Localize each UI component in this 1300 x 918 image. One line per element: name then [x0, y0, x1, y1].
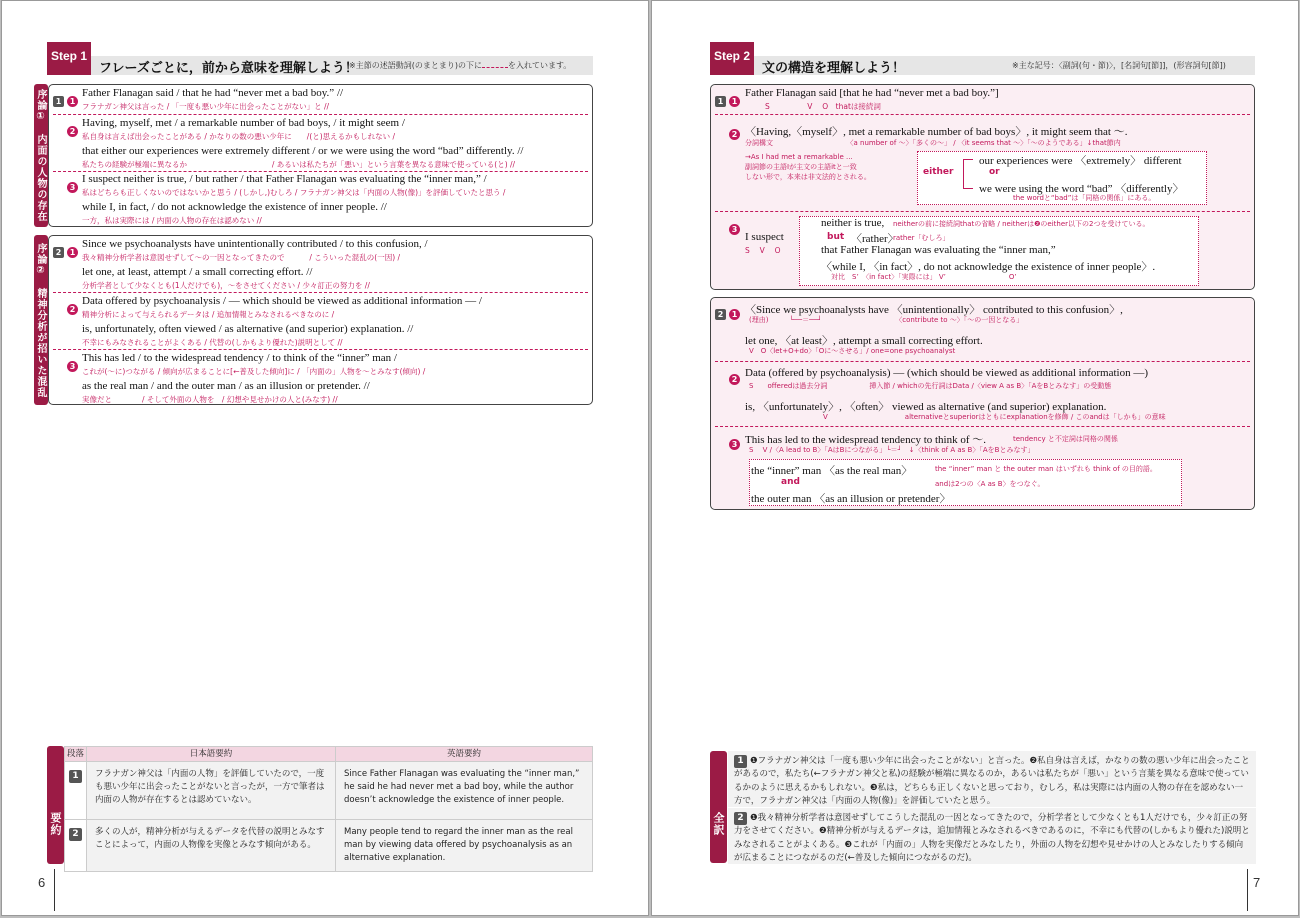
summary-side-label: 要約 [47, 746, 64, 864]
r-p2-s2b-en: is, 〈unfortunately〉, 〈often〉 viewed as alternative (and superior) explanation. [745, 401, 1107, 413]
sentence-number: 2 [67, 297, 78, 316]
p1-s3b-en: while I, in fact, / do not acknowledge the existence of inner people. // [82, 201, 387, 213]
right-page [651, 0, 1299, 916]
r-p1-s3-svo: S V O [745, 246, 781, 255]
paragraph2-side-label: 序論② 精神分析が招いた混乱 [34, 235, 48, 405]
sentence-number: 1 [729, 89, 740, 108]
summary-row-number: 2 [69, 828, 82, 841]
p1-s3b-jp: 一方，私は実際には / 内面の人物の存在は認めない // [82, 216, 262, 225]
paragraph2-box [48, 235, 593, 405]
either-clause-1: our experiences were 〈extremely〉 different [979, 155, 1182, 167]
r-p2-s3b-and-note: andは2つの〈A as B〉をつなぐ。 [935, 480, 1045, 488]
step1-note: ※主節の述語動詞(のまとまり)の下に を入れています。 [349, 61, 572, 70]
r-p1-s1-svo: S V O thatは接続詞 [765, 102, 881, 111]
step2-tab: Step 2 [710, 42, 754, 75]
summary-header-en: 英語要約 [336, 747, 593, 762]
r-p1-s3-rather: 〈rather〉 [851, 233, 899, 245]
sentence-number: 1 [67, 89, 78, 108]
either-label: either [923, 167, 954, 177]
p1-s2b-jp: 私たちの経験が極端に異なるか / あるいは私たちが「悪い」という言葉を異なる意味で使っている(と) // [82, 160, 516, 169]
sentence-number: 1 [729, 302, 740, 321]
r-p2-s3-jp: S V /〈A lead to B〉「AはBにつながる」└＝┘ ↓〈think of A as B〉「AをBとみなす」 [749, 446, 1035, 454]
p2-s1b-en: let one, at least, attempt / a small correcting effort. // [82, 266, 313, 278]
r-p1-s3-c-jp: 対比 S’ 〈in fact〉「実際には」 V’ O’ [831, 273, 1017, 281]
r-p1-s2-en: 〈Having,〈myself〉, met a remarkable number of bad boys〉, it might seem that 〜. [745, 126, 1128, 138]
r-p2-s1b-en: let one, 〈at least〉, attempt a small correcting effort. [745, 335, 983, 347]
summary-row-en: Since Father Flanagan was evaluating the “inner man,” he said he had never met a bad boy, while the author doesn’t acknowledge the existence of inner people. [336, 762, 593, 820]
p2-s1-en: Since we psychoanalysts have unintentionally contributed / to this confusion, / [82, 238, 428, 250]
sentence-number: 3 [729, 432, 740, 451]
p1-s3-jp: 私はどちらも正しくないのではないかと思う / (しかし,)むしろ / フラナガン神父は「内面の人物(像)」を評価していたと思う / [82, 188, 506, 197]
but-label: but [827, 232, 845, 242]
r-p2-s2-en: Data (offered by psychoanalysis) — (which should be viewed as additional information —) [745, 367, 1149, 379]
p1-s3-en: I suspect neither is true, / but rather / that Father Flanagan was evaluating the “inner man,” / [82, 173, 487, 185]
left-page [1, 0, 649, 916]
summary-table [64, 746, 593, 872]
translation-paragraph-1 [728, 751, 1256, 807]
and-label: and [781, 477, 800, 487]
translation-number: 2 [734, 812, 747, 825]
paragraph-number: 1 [715, 89, 726, 108]
summary-row-jp: フラナガン神父は「内面の人物」を評価していたので，一度も悪い少年に出会ったことがないと言ったが，一方で筆者は内面の人物が存在するとは認めていない。 [87, 762, 336, 820]
sentence-number: 3 [67, 354, 78, 373]
p2-s3b-jp: 実像だと / そして外面の人物を / 幻想や見せかけの人と(みなす) // [82, 395, 338, 404]
r-p2-s3b-a: the “inner” man 〈as the real man〉 [751, 465, 913, 477]
p1-s2-jp: 私自身は言えば出会ったことがある / かなりの数の悪い少年に /(と)思えるかもしれない / [82, 132, 396, 141]
step1-tab: Step 1 [47, 42, 91, 75]
r-p1-s3-c: 〈while I, 〈in fact〉, do not acknowledge the existence of inner people〉. [821, 261, 1156, 273]
r-p2-s3-en: This has led to the widespread tendency to think of 〜. [745, 434, 987, 446]
p2-s2-en: Data offered by psychoanalysis / — which should be viewed as additional information — / [82, 295, 482, 307]
either-bracket [963, 159, 973, 189]
r-p1-s2-jp: 分詞構文 〈a number of 〜〉「多くの〜」 / 〈it seems that 〜〉「〜のようである」↓that節内 [745, 139, 1121, 147]
r-p2-s3b-note: the “inner” man と the outer man はいずれも think of の目的語。 [935, 465, 1157, 473]
r-p1-s3-rather-jp: rather「むしろ」 [893, 234, 950, 242]
sentence-number: 1 [67, 240, 78, 259]
p1-s2b-en: that either our experiences were extremely different / or we were using the word “bad” differently. // [82, 145, 524, 157]
sentence-number: 3 [729, 217, 740, 236]
r-p1-s2-note: →As I had met a remarkable ... 副詞節の主語Iが主文の主語itと一致 しない形で，本来は非文法的とされる。 [745, 153, 871, 181]
or-label: or [989, 167, 1000, 177]
sentence-number: 2 [729, 367, 740, 386]
paragraph-number: 2 [715, 302, 726, 321]
paragraph1-side-label: 序論① 内面の人物の存在否定 [34, 84, 48, 227]
paragraph-number: 1 [53, 89, 64, 108]
r-p2-s1-jp: (理由) └──＝──┘ 〈contribute to 〜〉「〜の一因となる」 [749, 316, 1024, 324]
step2-title: 文の構造を理解しよう！ [762, 61, 906, 76]
full-translation-side-label: 全訳 [710, 751, 727, 863]
sentence-number: 3 [67, 175, 78, 194]
p2-s3-jp: これが(〜に)つながる / 傾向が広まることに[←普及した傾向]に / 「内面の」人物を〜とみなす(傾向) / [82, 367, 426, 376]
translation-number: 1 [734, 755, 747, 768]
translation-text: ❶フラナガン神父は「一度も悪い少年に出会ったことがない」と言った。❷私自身は言えば，かなりの数の悪い少年に出会ったことがあるので，私たち(←フラナガン神父と私)の経験が極端に異なるのか，あるいは私たちが「悪い」という言葉を異なる意味で使っているかのように思えるかもしれない。❸私は，どちらも正しくないと思っており，むしろ，私は実際には内面の人物の存在を認めない一方で，フラナガン神父は「内面の人物(像)」を評価していたと思う。 [734, 756, 1250, 806]
p2-s1b-jp: 分析学者として少なくとも(1人だけでも)，〜をさせてください / 少々訂正の努力を // [82, 281, 370, 290]
p2-s2-jp: 精神分析によって与えられるデータは / 追加情報とみなされるべきなのに / [82, 310, 335, 319]
p1-s1-en: Father Flanagan said / that he had “never met a bad boy.” // [82, 87, 344, 99]
r-p1-s3-b: that Father Flanagan was evaluating the “inner man,” [821, 244, 1056, 256]
sentence-number: 2 [67, 119, 78, 138]
p2-s1-jp: 我々精神分析学者は意図せずして〜の一因となってきたので / こういった混乱の(一因) / [82, 253, 401, 262]
summary-row-number: 1 [69, 770, 82, 783]
r-p2-s1-en: 〈Since we psychoanalysts have 〈unintentionally〉 contributed to this confusion〉, [745, 304, 1123, 316]
p2-s2b-jp: 不幸にもみなされることがよくある / 代替の(しかもより優れた)説明として // [82, 338, 343, 347]
page-number: 6 [38, 875, 46, 890]
r-p1-s1-en: Father Flanagan said [that he had “never met a bad boy.”] [745, 87, 999, 99]
translation-paragraph-2 [728, 808, 1256, 864]
summary-header-para: 段落 [65, 747, 87, 762]
r-p2-s1b-jp: V O〈let+O+do〉「Oに〜させる」/ one=one psychoanalyst [749, 347, 956, 355]
either-clause-2: we were using the word “bad” 〈differently〉 [979, 183, 1184, 195]
paragraph-number: 2 [53, 240, 64, 259]
structure-paragraph1-box [710, 84, 1255, 290]
p1-s1-jp: フラナガン神父は言った / 「一度も悪い少年に出会ったことがない」と // [82, 102, 330, 111]
p2-s3b-en: as the real man / and the outer man / as an illusion or pretender. // [82, 380, 370, 392]
p2-s3-en: This has led / to the widespread tendency / to think of the “inner” man / [82, 352, 397, 364]
page-number: 7 [1253, 875, 1261, 890]
sentence-number: 2 [729, 122, 740, 141]
summary-row-en: Many people tend to regard the inner man as the real man by viewing data offered by psychoanalysis as an alternative explanation. [336, 820, 593, 872]
r-p2-s3b-b: the outer man 〈as an illusion or pretender〉 [751, 493, 951, 505]
r-p2-s2-jp: S offeredは過去分詞 挿入節 / whichの先行詞はData /〈view A as B〉「AをBとみなす」の受動態 [749, 382, 1112, 390]
r-p1-s3-a-note: neitherの前に接続詞thatの省略 / neitherは❷のeither以下の2つを受けている。 [893, 220, 1150, 228]
translation-text: ❶我々精神分析学者は意図せずしてこうした混乱の一因となってきたので，分析学者として少なくとも1人だけでも，少々訂正の努力をさせてください。❷精神分析が与えるデータは，追加情報とみなされるべきであるのに，不幸にも代替の(しかもより優れた)説明とみなされることがよくある。❸これが「内面の」人物を実像だとみなしたり，外面の人物を幻想や見せかけの人とみなしたりする傾向が広まることにつながるのだ(←普及した傾向につながるのだ)。 [734, 813, 1250, 863]
r-p1-s3-a: neither is true, [821, 217, 885, 229]
r-p2-s3-note: tendency と不定詞は同格の関係 [1013, 435, 1118, 443]
step2-note: ※主な記号：〈副詞(句・節)〉，[名詞句[節]]，(形容詞句[節]) [1012, 61, 1226, 70]
p2-s2b-en: is, unfortunately, often viewed / as alternative (and superior) explanation. // [82, 323, 414, 335]
summary-row-jp: 多くの人が，精神分析が与えるデータを代替の説明とみなすことによって，内面の人物像を実像とみなす傾向がある。 [87, 820, 336, 872]
step1-title: フレーズごとに，前から意味を理解しよう！ [99, 61, 358, 76]
structure-paragraph2-box [710, 297, 1255, 510]
p1-s2-en: Having, myself, met / a remarkable number of bad boys, / it might seem / [82, 117, 405, 129]
paragraph1-box [48, 84, 593, 227]
summary-header-jp: 日本語要約 [87, 747, 336, 762]
r-p2-s2b-jp: V alternativeとsuperiorはともにexplanationを修飾 / このandは「しかも」の意味 [823, 413, 1166, 421]
r-p1-s3-subj: I suspect [745, 231, 784, 243]
either-note: the wordと“bad”は「同格の関係」にある。 [1013, 194, 1156, 202]
